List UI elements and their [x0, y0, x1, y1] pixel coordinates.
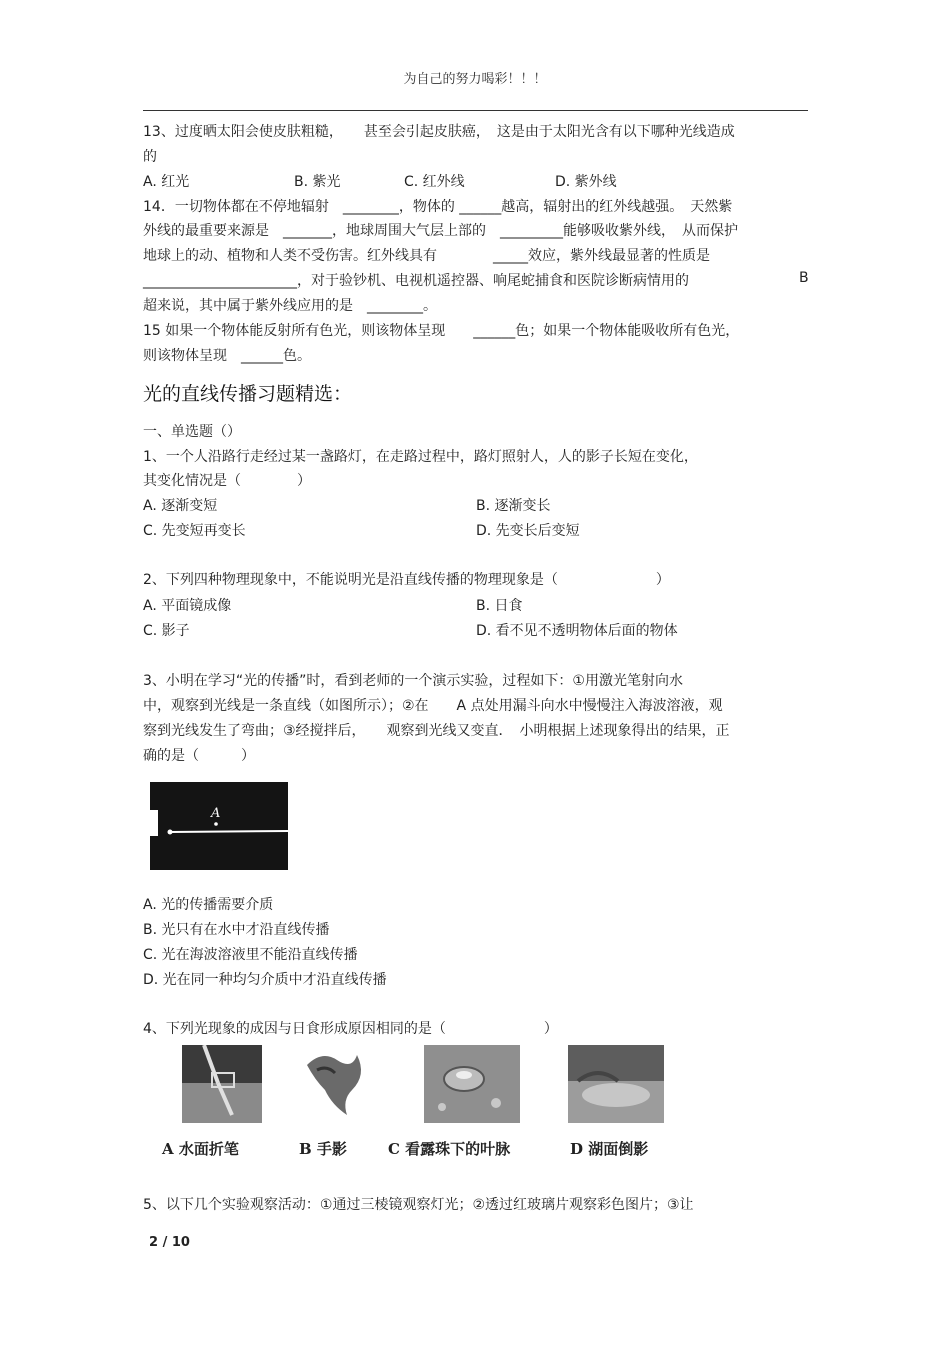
- q4-line-1: 4、下列光现象的成因与日食形成原因相同的是（ ）: [143, 1021, 558, 1037]
- q13-option-c: C. 红外线: [404, 174, 465, 190]
- page-header: 为自己的努力喝彩！！！: [403, 72, 547, 87]
- q4-image-c: [424, 1045, 520, 1123]
- q2-line-1: 2、下列四种物理现象中，不能说明光是沿直线传播的物理现象是（ ）: [143, 572, 670, 588]
- laser-beam: [170, 831, 288, 832]
- q14-line-4: ______________________，对于验钞机、电视机遥控器、响尾蛇捕食和医院诊断病情用的: [143, 273, 689, 289]
- point-a: [214, 822, 218, 826]
- q15-line-1: 15 如果一个物体能反射所有色光，则该物体呈现 ______色；如果一个物体能吸收所有色光，: [143, 323, 740, 339]
- q14-line-3: 地球上的动、植物和人类不受伤害。红外线具有 _____效应，紫外线最显著的性质是: [143, 248, 710, 264]
- q2-option-c: C. 影子: [143, 623, 190, 639]
- q3-line-1: 3、小明在学习“光的传播”时，看到老师的一个演示实验，过程如下：①用激光笔射向水: [143, 673, 683, 689]
- q13-option-d: D. 紫外线: [555, 174, 617, 190]
- page-number: 2 / 10: [149, 1235, 190, 1250]
- q4-image-d-svg: [568, 1045, 664, 1123]
- q15-line-2: 则该物体呈现 ______色。: [143, 348, 311, 364]
- q14-line-5: 超来说，其中属于紫外线应用的是 ________。: [143, 298, 437, 314]
- q13-option-b: B. 紫光: [294, 174, 341, 190]
- q1-option-a: A. 逐渐变短: [143, 498, 218, 514]
- q3-option-c: C. 光在海波溶液里不能沿直线传播: [143, 947, 358, 963]
- q4-caption-d: D 湖面倒影: [570, 1140, 649, 1158]
- q3-option-b: B. 光只有在水中才沿直线传播: [143, 922, 330, 938]
- q4-caption-b: B 手影: [299, 1140, 347, 1158]
- q13-line-1: 13、过度晒太阳会使皮肤粗糙， 甚至会引起皮肤癌， 这是由于太阳光含有以下哪种光线造成: [143, 124, 735, 140]
- q3-line-3: 察到光线发生了弯曲；③经搅拌后， 观察到光线又变直． 小明根据上述现象得出的结果，正: [143, 723, 730, 739]
- q14-line-2: 外线的最重要来源是 _______，地球周围大气层上部的 _________能够吸收紫外线， 从而保护: [143, 223, 738, 239]
- q4-image-c-svg: [424, 1045, 520, 1123]
- q4-image-d: [568, 1045, 664, 1123]
- q1-option-d: D. 先变长后变短: [476, 523, 580, 539]
- q3-line-2: 中，观察到光线是一条直线（如图所示）；②在 A 点处用漏斗向水中慢慢注入海波溶液，观: [143, 698, 723, 714]
- q4-caption-a: A 水面折笔: [162, 1140, 239, 1158]
- q3-option-a: A. 光的传播需要介质: [143, 897, 274, 913]
- q3-option-d: D. 光在同一种均匀介质中才沿直线传播: [143, 972, 387, 988]
- q2-option-b: B. 日食: [476, 598, 523, 614]
- q3-figure-svg: [148, 780, 290, 872]
- header-rule: [143, 110, 808, 111]
- q1-line-1: 1、一个人沿路行走经过某一盏路灯，在走路过程中，路灯照射人，人的影子长短在变化，: [143, 449, 698, 465]
- q3-figure: [148, 780, 290, 872]
- q1-line-2: 其变化情况是（ ）: [143, 473, 311, 489]
- q1-option-c: C. 先变短再变长: [143, 523, 246, 539]
- section-title: 光的直线传播习题精选：: [143, 383, 353, 405]
- q4-image-b: [297, 1045, 377, 1123]
- tank-edge-notch: [148, 810, 158, 836]
- q4-image-a: [182, 1045, 262, 1123]
- water-tank: [150, 782, 288, 870]
- q2-option-a: A. 平面镜成像: [143, 598, 232, 614]
- q13-line-2: 的: [143, 149, 157, 165]
- q4-image-b-svg: [297, 1045, 377, 1123]
- q14-line-4-suffix: B: [799, 270, 809, 286]
- q14-line-1: 14．一切物体都在不停地辐射 ________，物体的 ______越高，辐射出的红外线越强。 天然紫: [143, 199, 733, 215]
- laser-source: [168, 830, 173, 835]
- q13-option-a: A. 红光: [143, 174, 190, 190]
- point-a-label: A: [211, 806, 221, 821]
- q4-caption-c: C 看露珠下的叶脉: [388, 1140, 511, 1158]
- section-heading: 一、单选题（）: [143, 424, 241, 440]
- q3-line-4: 确的是（ ）: [143, 748, 255, 764]
- q1-option-b: B. 逐渐变长: [476, 498, 551, 514]
- q5-line-1: 5、以下几个实验观察活动：①通过三棱镜观察灯光；②透过红玻璃片观察彩色图片；③让: [143, 1197, 694, 1213]
- q4-image-a-svg: [182, 1045, 262, 1123]
- q2-option-d: D. 看不见不透明物体后面的物体: [476, 623, 678, 639]
